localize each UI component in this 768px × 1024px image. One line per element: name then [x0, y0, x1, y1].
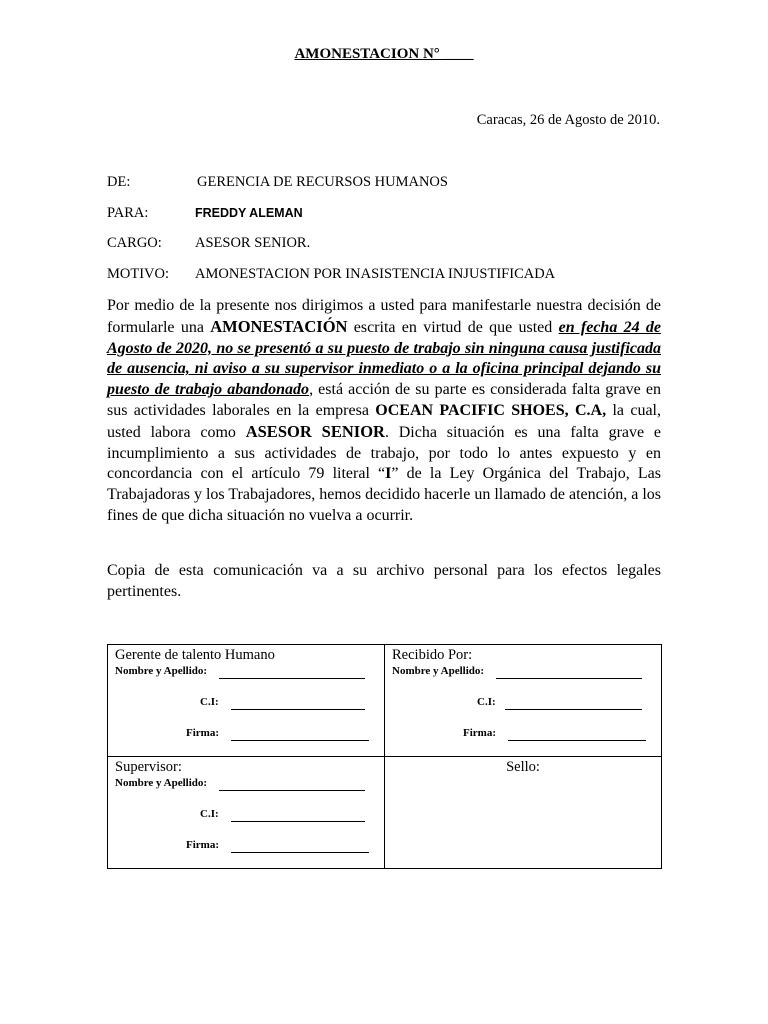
de-value: GERENCIA DE RECURSOS HUMANOS: [197, 174, 448, 190]
supervisor-ci-line[interactable]: [231, 821, 365, 822]
paragraph-intro: Por medio de la presente nos dirigimos a usted para manifestarle nuestra decisión de formularle una: [107, 297, 661, 336]
recibido-firma-label: Firma:: [463, 727, 496, 739]
gerente-title: Gerente de talento Humano: [115, 647, 275, 663]
literal-letter: I: [385, 465, 392, 483]
main-paragraph: [107, 296, 661, 527]
supervisor-ci-label: C.I:: [200, 808, 219, 820]
recibido-ci-label: C.I:: [477, 696, 496, 708]
supervisor-nombre-label: Nombre y Apellido:: [115, 777, 208, 789]
supervisor-cell: [108, 757, 385, 869]
supervisor-firma-label: Firma:: [186, 839, 219, 851]
sello-title: Sello:: [506, 759, 540, 775]
document-date: Caracas, 26 de Agosto de 2010.: [476, 112, 660, 128]
cargo-label: CARGO:: [107, 235, 162, 251]
gerente-nombre-label: Nombre y Apellido:: [115, 665, 208, 677]
document-title: AMONESTACION N° ____: [294, 46, 474, 62]
gerente-cell: [108, 645, 385, 757]
paragraph-after-amonestacion: escrita en virtud de que usted: [347, 318, 559, 336]
gerente-firma-label: Firma:: [186, 727, 219, 739]
gerente-ci-line[interactable]: [231, 709, 365, 710]
copy-paragraph: Copia de esta comunicación va a su archivo personal para los efectos legales pertinentes.: [107, 562, 661, 600]
signature-table: [107, 644, 662, 869]
employee-position: ASESOR SENIOR: [245, 421, 385, 441]
para-value: FREDDY ALEMAN: [195, 206, 303, 220]
de-label: DE:: [107, 174, 131, 190]
company-name: OCEAN PACIFIC SHOES, C.A,: [375, 401, 607, 419]
incident-description: en fecha 24 de Agosto de 2020, no se presentó a su puesto de trabajo sin ninguna causa justificada de ausencia, ni aviso a su supervisor inmediato o a la oficina principal dejando su puesto de trabajo abandonado: [107, 318, 662, 399]
recibido-firma-line[interactable]: [508, 740, 646, 741]
paragraph-rest-a: . Dicha situación es una falta grave e incumplimiento a sus actividades de trabajo, por todo lo antes expuesto y en concordancia con el artículo 79 literal “: [107, 423, 662, 483]
gerente-nombre-line[interactable]: [219, 678, 365, 679]
motivo-value: AMONESTACION POR INASISTENCIA INJUSTIFICADA: [195, 266, 556, 282]
recibido-cell: [385, 645, 662, 757]
recibido-title: Recibido Por:: [392, 647, 473, 663]
supervisor-nombre-line[interactable]: [219, 790, 365, 791]
supervisor-firma-line[interactable]: [231, 852, 369, 853]
supervisor-title: Supervisor:: [115, 759, 182, 775]
paragraph-rest-b: ” de la Ley Orgánica del Trabajo, Las Trabajadoras y los Trabajadores, hemos decidido hacerle un llamado de atención, a los fines de que dicha situación no vuelva a ocurrir.: [107, 465, 661, 524]
para-label: PARA:: [107, 205, 149, 221]
gerente-ci-label: C.I:: [200, 696, 219, 708]
recibido-ci-line[interactable]: [505, 709, 642, 710]
recibido-nombre-label: Nombre y Apellido:: [392, 665, 485, 677]
recibido-nombre-line[interactable]: [496, 678, 642, 679]
cargo-value: ASESOR SENIOR.: [195, 235, 311, 251]
paragraph-after-incident: , está acción de su parte es considerada falta grave en sus actividades laborales en la empresa: [107, 381, 662, 419]
amonestacion-word: AMONESTACIÓN: [210, 316, 348, 336]
motivo-label: MOTIVO:: [107, 266, 170, 282]
paragraph-after-company: la cual, usted labora como: [107, 401, 662, 441]
sello-cell: [385, 757, 662, 869]
gerente-firma-line[interactable]: [231, 740, 369, 741]
